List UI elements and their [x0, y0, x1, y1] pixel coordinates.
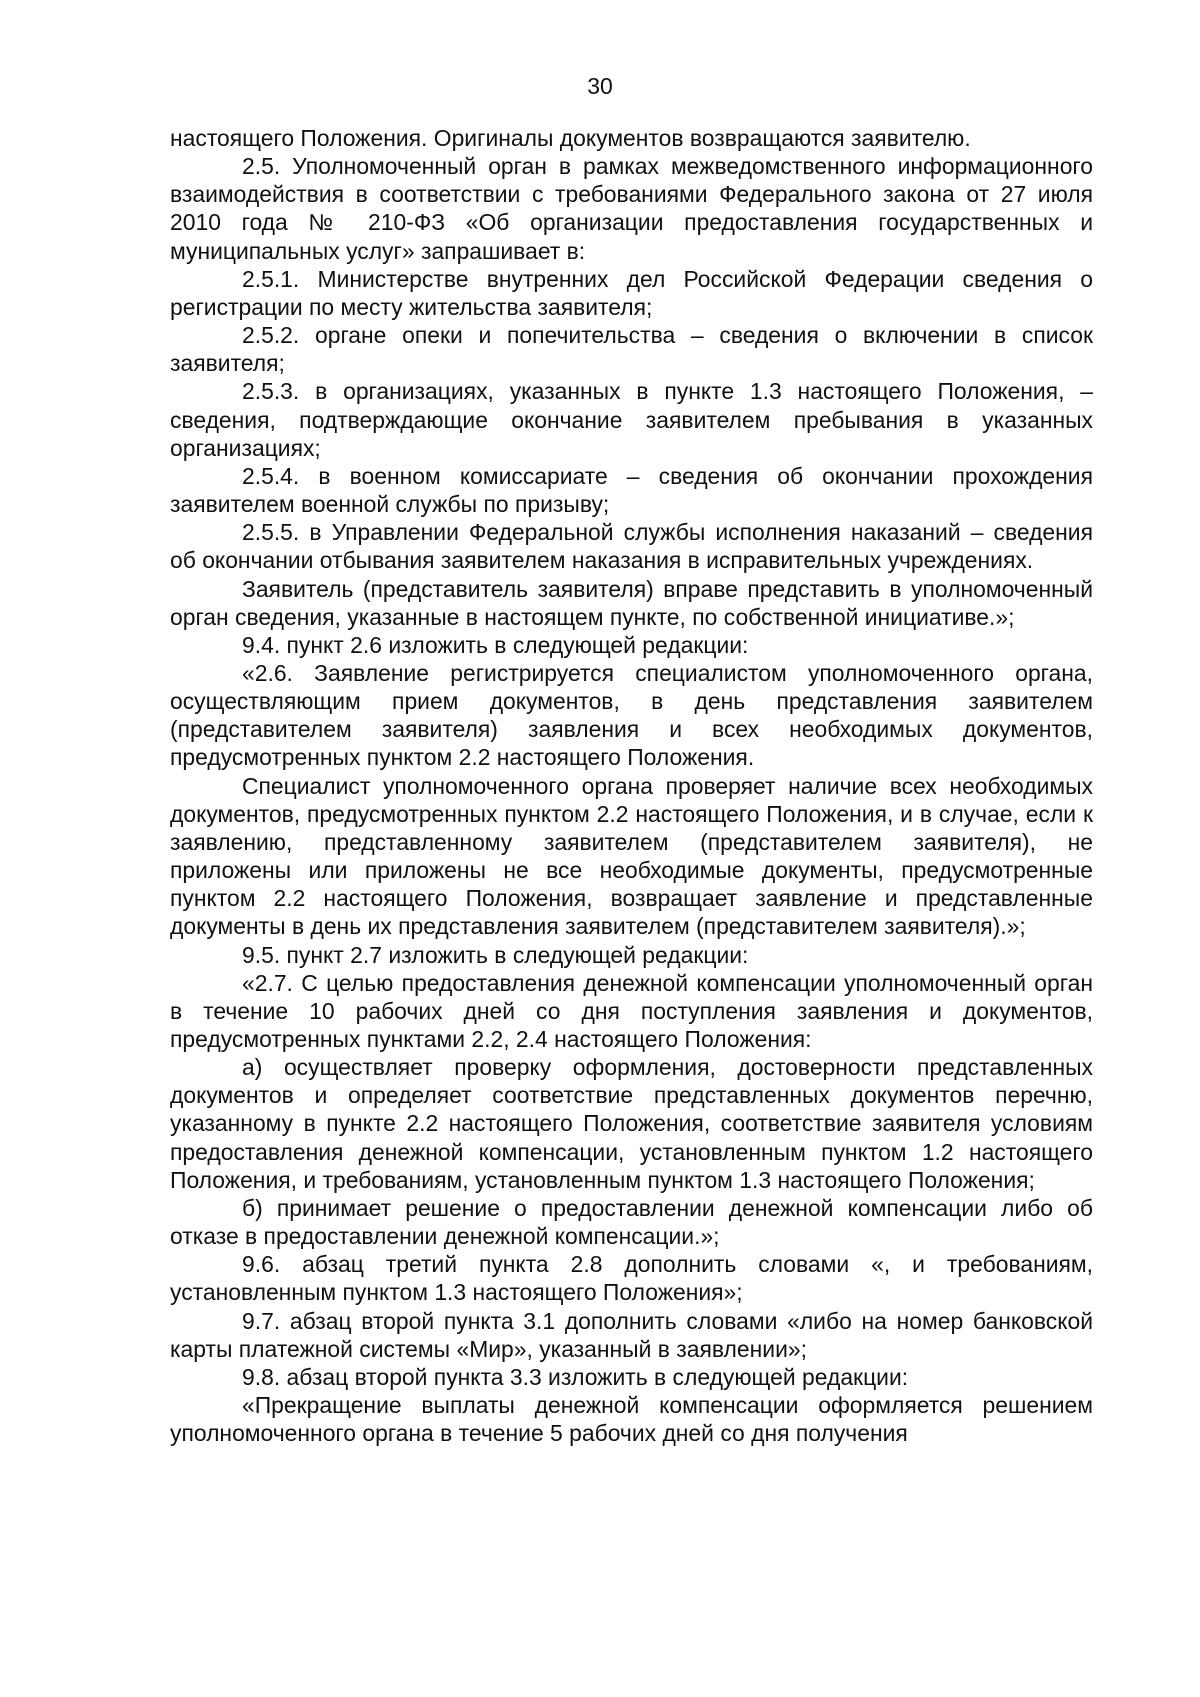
paragraph-9-7: 9.7. абзац второй пункта 3.1 дополнить словами «либо на номер банковской карты платежной системы «Мир», указанный в заявлении»;	[170, 1307, 1093, 1362]
paragraph-9-4: 9.4. пункт 2.6 изложить в следующей редакции:	[242, 631, 749, 658]
paragraph-2-5-5: 2.5.5. в Управлении Федеральной службы исполнения наказаний – сведения об окончании отбывания заявителем наказания в исправительных учреждениях.	[170, 519, 1093, 574]
paragraph-2-6: «2.6. Заявление регистрируется специалистом уполномоченного органа, осуществляющим прием документов, в день представления заявителем (представителем заявителя) заявления и всех необходимых документов, предусмотренных пунктом 2.2 настоящего Положения.	[170, 659, 1093, 771]
paragraph-continuation: настоящего Положения. Оригиналы документов возвращаются заявителю.	[170, 125, 971, 151]
document-body	[170, 124, 1093, 1447]
paragraph-2-7-b: б) принимает решение о предоставлении денежной компенсации либо об отказе в предоставлении денежной компенсации.»;	[170, 1194, 1093, 1250]
paragraph-9-8: 9.8. абзац второй пункта 3.3 изложить в следующей редакции:	[242, 1363, 909, 1390]
paragraph-2-5-4: 2.5.4. в военном комиссариате – сведения об окончании прохождения заявителем военной службы по призыву;	[170, 462, 1093, 518]
paragraph-2-7-a: а) осуществляет проверку оформления, достоверности представленных документов и определяет соответствие представленных документов перечню, указанному в пункте 2.2 настоящего Положения, соответствие заявителя условиям предоставления денежной компенсации, установленным пунктом 1.2 настоящего Положения, и требованиям, установленным пунктом 1.3 настоящего Положения;	[170, 1054, 1093, 1193]
paragraph-termination: «Прекращение выплаты денежной компенсации оформляется решением уполномоченного органа в течение 5 рабочих дней со дня получения	[170, 1392, 1093, 1447]
paragraph-applicant-right: Заявитель (представитель заявителя) вправе представить в уполномоченный орган сведения, указанные в настоящем пункте, по собственной инициативе.»;	[170, 575, 1093, 630]
paragraph-9-6: 9.6. абзац третий пункта 2.8 дополнить словами «, и требованиям, установленным пунктом 1.3 настоящего Положения»;	[170, 1251, 1093, 1306]
paragraph-2-7: «2.7. С целью предоставления денежной компенсации уполномоченный орган в течение 10 рабочих дней со дня поступления заявления и документов, предусмотренных пунктами 2.2, 2.4 настоящего Положения:	[170, 969, 1093, 1052]
paragraph-2-5: 2.5. Уполномоченный орган в рамках межведомственного информационного взаимодействия в соответствии с требованиями Федерального закона от 27 июля 2010 года № 210-ФЗ «Об организации предоставления государственных и муниципальных услуг» запрашивает в:	[170, 153, 1093, 264]
paragraph-2-5-1: 2.5.1. Министерстве внутренних дел Российской Федерации сведения о регистрации по месту жительства заявителя;	[170, 265, 1093, 320]
page-number: 30	[587, 73, 613, 99]
paragraph-specialist-check: Специалист уполномоченного органа проверяет наличие всех необходимых документов, предусмотренных пунктом 2.2 настоящего Положения, и в случае, если к заявлению, представленному заявителем (представителем заявителя), не приложены или приложены не все необходимые документы, предусмотренные пунктом 2.2 настоящего Положения, возвращает заявление и представленные документы в день их представления заявителем (представителем заявителя).»;	[170, 772, 1093, 940]
paragraph-9-5: 9.5. пункт 2.7 изложить в следующей редакции:	[242, 941, 749, 968]
paragraph-2-5-3: 2.5.3. в организациях, указанных в пункте 1.3 настоящего Положения, – сведения, подтверждающие окончание заявителем пребывания в указанных организациях;	[170, 378, 1093, 461]
paragraph-2-5-2: 2.5.2. органе опеки и попечительства – сведения о включении в список заявителя;	[170, 322, 1093, 377]
